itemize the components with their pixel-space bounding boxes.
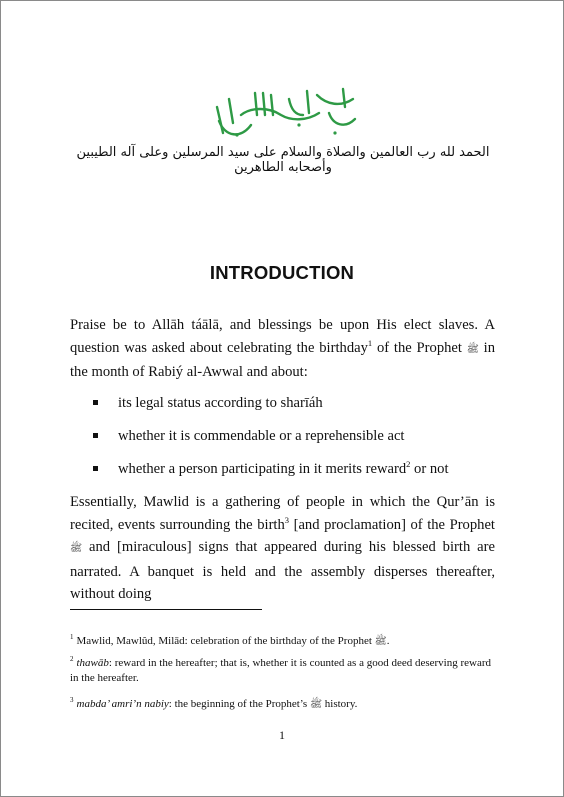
footnote: $^2$ thawāb: reward in the hereafter; that is, whether it is counted as a good deed deserving reward in the hereafter. <box>70 655 492 684</box>
intro-paragraph: Praise be to Allāh táālā, and blessings be upon His elect slaves. A question was asked about celebrating the birthday$^1$ of the Prophet ﷺ in the month of Rabiý al-Awwal and about: <box>70 317 495 380</box>
mawlid-paragraph: Essentially, Mawlid is a gathering of people in which the Qur’ān is recited, events surrounding the birth$^3$ [and proclamation] of the Prophet ﷺ and [miraculous] signs that appeared during his blessed birth are narrated. A banquet is held and the assembly disperses thereafter, without doing <box>70 494 495 602</box>
list-item: its legal status according to sharīáh <box>91 393 491 426</box>
basmala-calligraphy-icon <box>211 85 361 143</box>
page-number: 1 <box>279 728 285 742</box>
question-list <box>91 393 491 492</box>
bullet-icon <box>93 466 98 471</box>
list-item: whether a person participating in it merits reward$^2$ or not <box>91 459 491 492</box>
footnote: $^3$ mabda’ amri’n nabiy: the beginning of the Prophet’s ﷺ history. <box>70 696 358 710</box>
page-title: INTRODUCTION <box>209 262 355 283</box>
arabic-invocation: الحمد لله رب العالمين والصلاة والسلام على سيد المرسلين وعلى آله الطيبين وأصحابه الطاهرين <box>76 145 490 175</box>
salawat-symbol: ﷺ <box>309 699 323 710</box>
bullet-icon <box>93 400 98 405</box>
salawat-symbol: ﷺ <box>466 343 479 355</box>
footnote: $^1$ Mawlid, Mawlûd, Milād: celebration of the birthday of the Prophet ﷺ. <box>70 633 390 647</box>
list-item: whether it is commendable or a reprehensible act <box>91 426 491 459</box>
salawat-symbol: ﷺ <box>374 636 387 647</box>
footnote-divider <box>70 609 262 610</box>
bullet-icon <box>93 433 98 438</box>
salawat-symbol: ﷺ <box>70 543 83 554</box>
